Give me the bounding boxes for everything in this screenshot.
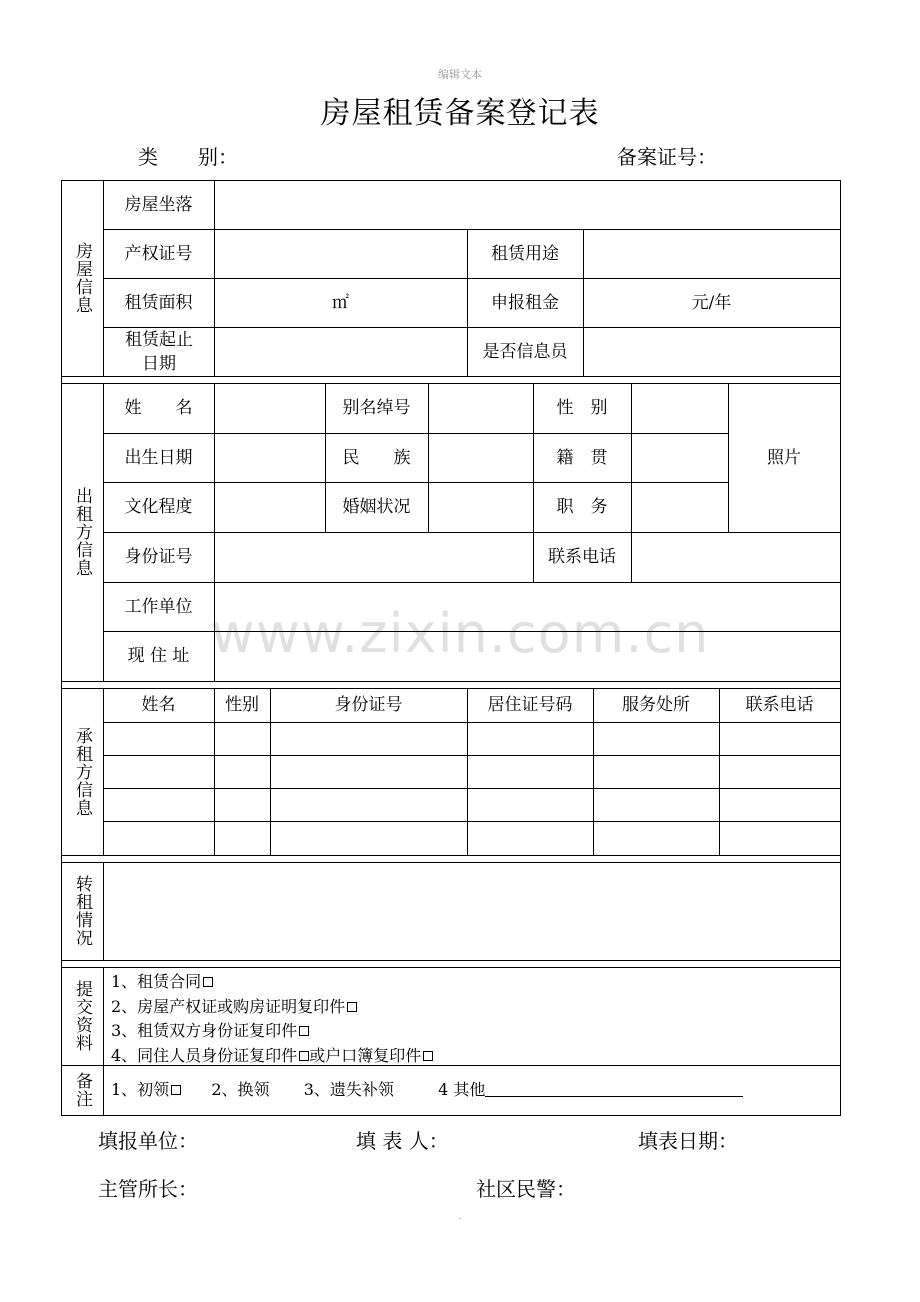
label-declared-rent: 申报租金 — [491, 292, 559, 313]
label-address: 现 住 址 — [127, 646, 190, 666]
page-title: 房屋租赁备案登记表 — [320, 96, 600, 131]
label-house-location: 房屋坐落 — [124, 194, 193, 215]
footer-director-label: 主管所长： — [98, 1177, 198, 1201]
col-header-workplace: 服务处所 — [622, 695, 690, 715]
label-job: 职 务 — [556, 497, 608, 517]
list-item: 4、同住人员身份证复印件 或户口簿复印件 — [111, 1044, 433, 1069]
option-renewal: 2、换领 — [211, 1080, 270, 1099]
area-unit: ㎡ — [332, 292, 349, 313]
label-employer: 工作单位 — [124, 596, 193, 617]
footer-filler-label: 填 表 人： — [356, 1129, 449, 1153]
section-house-info: 房屋信息 — [72, 242, 92, 314]
list-item: 2、房屋产权证或购房证明复印件 — [111, 995, 433, 1020]
section-lessee-info: 承租方信息 — [72, 726, 92, 817]
list-item: 1、租赁合同 — [111, 970, 433, 995]
label-native-place: 籍 贯 — [556, 447, 608, 468]
checkbox[interactable] — [299, 1051, 309, 1061]
label-lease-period: 租赁起止日期 — [125, 329, 193, 374]
remarks-options — [111, 1078, 743, 1103]
label-education: 文化程度 — [124, 497, 193, 517]
section-documents: 提交资料 — [72, 980, 92, 1052]
label-phone: 联系电话 — [548, 547, 616, 567]
footer-date-label: 填表日期： — [638, 1129, 738, 1153]
col-header-gender: 性别 — [225, 695, 259, 715]
documents-list — [111, 970, 433, 1068]
label-is-informant: 是否信息员 — [482, 341, 568, 362]
option-first-issue: 1、初领 — [111, 1080, 181, 1099]
label-property-no: 产权证号 — [124, 243, 193, 264]
section-lessor-info: 出租方信息 — [72, 487, 92, 577]
label-alias: 别名绰号 — [342, 398, 411, 418]
label-lease-area: 租赁面积 — [124, 292, 193, 313]
photo-box: 照片 — [767, 447, 801, 468]
checkbox[interactable] — [203, 977, 213, 987]
label-name: 姓 名 — [124, 398, 193, 418]
footer-police-label: 社区民警： — [476, 1177, 576, 1201]
header-note: 编辑文本 — [438, 68, 482, 81]
label-id-no: 身份证号 — [124, 547, 193, 567]
watermark: www.zixin.com.cn — [210, 602, 710, 665]
page-dot: . — [458, 1212, 462, 1221]
label-ethnic: 民 族 — [342, 447, 411, 468]
label-birth-date: 出生日期 — [124, 447, 193, 468]
option-lost-reissue: 3、遗失补领 — [303, 1080, 394, 1099]
option-other: 4 其他 — [438, 1080, 486, 1099]
list-item: 3、租赁双方身份证复印件 — [111, 1019, 433, 1044]
record-no-label: 备案证号： — [617, 145, 717, 169]
checkbox[interactable] — [171, 1085, 181, 1095]
checkbox[interactable] — [347, 1002, 357, 1012]
col-header-id-no: 身份证号 — [334, 695, 403, 715]
label-lease-usage: 租赁用途 — [491, 243, 559, 264]
section-remarks: 备注 — [72, 1072, 92, 1108]
footer-unit-label: 填报单位： — [98, 1129, 198, 1153]
category-label: 类 别： — [138, 145, 238, 169]
section-sublet: 转租情况 — [72, 875, 92, 947]
rent-unit: 元/年 — [691, 292, 732, 313]
col-header-residence-permit: 居住证号码 — [487, 695, 573, 715]
label-marital-status: 婚姻状况 — [342, 497, 411, 517]
other-blank-line[interactable] — [485, 1079, 743, 1097]
label-gender: 性 别 — [556, 398, 608, 418]
col-header-name: 姓名 — [141, 695, 176, 715]
checkbox[interactable] — [423, 1051, 433, 1061]
checkbox[interactable] — [299, 1026, 309, 1036]
col-header-phone: 联系电话 — [745, 695, 814, 715]
